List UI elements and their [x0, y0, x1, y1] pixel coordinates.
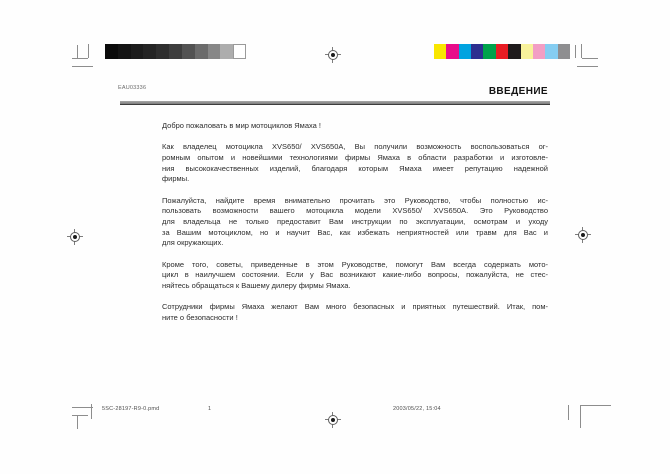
- text-line: Пожалуйста, найдите время внимательно прочитать это Руководство, чтобы полностью ис-: [162, 195, 548, 205]
- text-line: Кроме того, советы, приведенные в этом Руководстве, помогут Вам всегда содержать мото-: [162, 259, 548, 269]
- text-line: няйтесь обращаться к Вашему дилеру фирмы Ямаха.: [162, 280, 351, 290]
- crop-mark-line: [575, 45, 576, 58]
- text-line: ромным опытом и новейшими технологиями фирмы Ямаха в области разработки и изготовле-: [162, 152, 548, 162]
- crop-mark-line: [568, 405, 569, 420]
- text-line: ните о безопасности !: [162, 312, 238, 322]
- grayscale-swatch: [118, 44, 131, 59]
- paragraph: [162, 302, 548, 323]
- footer-page-number: 1: [208, 406, 212, 412]
- crop-mark-line: [577, 66, 598, 67]
- color-swatch: [558, 44, 570, 59]
- crop-mark-line: [72, 58, 88, 59]
- grayscale-swatch: [105, 44, 118, 59]
- grayscale-swatch: [208, 44, 221, 59]
- crop-mark-line: [581, 44, 582, 58]
- color-swatch: [521, 44, 533, 59]
- grayscale-swatch: [131, 44, 144, 59]
- grayscale-swatch: [156, 44, 169, 59]
- page-title: ВВЕДЕНИЕ: [488, 86, 548, 97]
- grayscale-swatch: [220, 44, 233, 59]
- footer-filename: 5SC-28197-R9-0.pmd: [102, 406, 160, 412]
- crosshair-dot: [73, 235, 77, 239]
- paragraph: [162, 121, 548, 132]
- registration-mark-left-icon: [67, 229, 83, 245]
- crop-mark-line: [72, 415, 88, 416]
- paragraph: [162, 142, 548, 185]
- paragraph: [162, 196, 548, 250]
- color-swatch: [545, 44, 557, 59]
- crop-mark-line: [77, 416, 78, 429]
- color-swatch: [471, 44, 483, 59]
- grayscale-swatch: [143, 44, 156, 59]
- color-swatch: [446, 44, 458, 59]
- section-code: EAU03336: [118, 85, 147, 91]
- crosshair-dot: [581, 233, 585, 237]
- grayscale-swatch: [233, 44, 246, 59]
- crop-mark-line: [88, 44, 89, 58]
- text-line: пользовать возможности вашего мотоцикла модели XVS650/ XVS650A. Это Руководство: [162, 206, 548, 216]
- crosshair-dot: [331, 53, 335, 57]
- header-rule: [120, 101, 550, 105]
- color-swatch: [459, 44, 471, 59]
- paragraph: [162, 260, 548, 292]
- text-line: Добро пожаловать в мир мотоциклов Ямаха !: [162, 121, 322, 130]
- color-swatch: [508, 44, 520, 59]
- crop-mark-line: [77, 45, 78, 58]
- crop-mark-line: [72, 66, 93, 67]
- color-swatch: [533, 44, 545, 59]
- text-line: Сотрудники фирмы Ямаха желают Вам много безопасных и приятных путешествий. Итак, пом-: [162, 302, 548, 312]
- grayscale-swatch: [182, 44, 195, 59]
- crosshair-dot: [331, 418, 335, 422]
- crop-mark-line: [580, 406, 581, 428]
- registration-mark-bottom-icon: [325, 412, 341, 428]
- color-swatch: [496, 44, 508, 59]
- grayscale-swatch: [195, 44, 208, 59]
- text-line: цикл в наилучшем состоянии. Если у Вас возникают какие-либо вопросы, пожалуйста, не стес-: [162, 270, 548, 280]
- registration-mark-right-icon: [575, 227, 591, 243]
- body-text: [162, 121, 548, 334]
- text-line: за Вашим мотоциклом, но и научит Вас, как избежать неприятностей или травм для Вас и: [162, 227, 548, 237]
- color-calibration-bar: [434, 44, 570, 59]
- text-line: ния высококачественных изделий, благодаря которым Ямаха имеет репутацию надежной: [162, 163, 548, 173]
- text-line: для окружающих.: [162, 238, 224, 248]
- text-line: фирмы.: [162, 174, 190, 184]
- color-swatch: [434, 44, 446, 59]
- crop-mark-line: [72, 407, 93, 408]
- crop-mark-line: [582, 58, 598, 59]
- text-line: Как владелец мотоцикла XVS650/ XVS650A, Вы получили возможность воспользоваться ог-: [162, 142, 548, 152]
- crop-mark-line: [580, 405, 611, 406]
- grayscale-calibration-bar: [105, 44, 246, 59]
- grayscale-swatch: [169, 44, 182, 59]
- footer-timestamp: 2003/05/22, 15:04: [393, 406, 441, 412]
- registration-mark-top-icon: [325, 47, 341, 63]
- text-line: для владельца не только предоставит Вам инструкции по эксплуатации, осмотрам и уходу: [162, 216, 548, 226]
- color-swatch: [483, 44, 495, 59]
